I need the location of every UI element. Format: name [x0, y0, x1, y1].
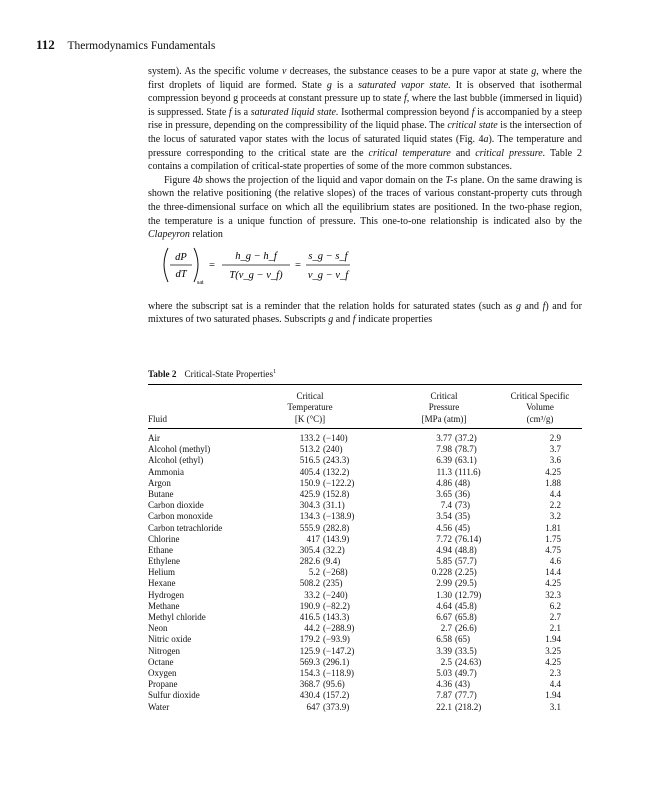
cell-pressure-mpa: 3.39: [436, 645, 452, 656]
cell-fluid: Carbon monoxide: [148, 511, 213, 522]
cell-temp-c: (373.9): [323, 701, 350, 712]
table-row: [148, 444, 582, 455]
cell-temp-k: 508.2: [299, 578, 320, 589]
cell-pressure-mpa: 4.36: [436, 679, 452, 690]
cell-volume: 2.7: [549, 612, 561, 622]
table-row: [148, 489, 582, 500]
cell-pressure-atm: (73): [455, 500, 470, 511]
cell-volume: 1.88: [545, 477, 561, 488]
cell-fluid: Chlorine: [148, 533, 180, 544]
cell-temp-k: 416.5: [299, 612, 320, 622]
cell-pressure-mpa: 2.5: [440, 656, 452, 667]
cell-temp-c: (9.4): [323, 556, 341, 567]
table-body: [148, 433, 582, 713]
cell-pressure-mpa: 4.86: [436, 477, 452, 488]
cell-volume: 2.9: [549, 433, 561, 443]
cell-pressure-mpa: 5.85: [436, 556, 452, 567]
cell-temp-k: 154.3: [299, 667, 320, 678]
cell-fluid: Methane: [148, 600, 180, 611]
cell-pressure-atm: (49.7): [455, 667, 477, 678]
cell-volume: 2.3: [549, 667, 561, 678]
eq-lhs-den: dT: [175, 268, 187, 280]
table-row: [148, 590, 582, 601]
cell-fluid: Nitrogen: [148, 645, 180, 656]
cell-fluid: Ammonia: [148, 466, 184, 477]
cell-temp-k: 425.9: [299, 488, 320, 499]
table-title: Critical-State Properties: [184, 369, 274, 380]
table-row: [148, 500, 582, 511]
cell-pressure-mpa: 1.30: [436, 589, 452, 600]
cell-pressure-mpa: 6.39: [436, 455, 452, 466]
cell-volume: 2.2: [549, 500, 561, 511]
cell-temp-c: (−147.2): [323, 645, 355, 656]
cell-fluid: Helium: [148, 567, 175, 578]
cell-temp-c: (−82.2): [323, 600, 350, 611]
table-row: [148, 556, 582, 567]
cell-pressure-atm: (76.14): [455, 533, 482, 544]
table-row: [148, 467, 582, 478]
table-row: [148, 634, 582, 645]
cell-temp-c: (−93.9): [323, 634, 350, 645]
cell-temp-k: 33.2: [304, 589, 320, 600]
cell-pressure-atm: (12.79): [455, 589, 482, 600]
cell-temp-c: (−288.9): [323, 623, 355, 634]
header-volume: Critical Specific Volume (cm³/g): [510, 391, 570, 424]
cell-temp-c: (243.3): [323, 455, 350, 466]
cell-pressure-atm: (36): [455, 488, 470, 499]
paragraph-3: where the subscript sat is a reminder that the relation holds for saturated states (such as g and f) and for mixtures of two saturated phases. Subscripts g and f indicate properties: [148, 300, 582, 326]
cell-fluid: Methyl chloride: [148, 612, 206, 622]
cell-temp-c: (−122.2): [323, 477, 355, 488]
table-header: [148, 385, 582, 428]
table-caption: [148, 369, 276, 379]
cell-pressure-atm: (48): [455, 477, 470, 488]
cell-volume: 3.2: [549, 511, 561, 522]
cell-pressure-atm: (218.2): [455, 701, 482, 712]
cell-pressure-atm: (77.7): [455, 690, 477, 701]
page-header: [36, 37, 215, 53]
table-row: [148, 534, 582, 545]
cell-pressure-mpa: 3.54: [436, 511, 452, 522]
cell-temp-k: 555.9: [299, 522, 320, 533]
cell-volume: 3.6: [549, 455, 561, 466]
header-temperature: Critical Temperature [K (°C)]: [287, 391, 333, 424]
table-row: [148, 679, 582, 690]
cell-fluid: Water: [148, 701, 170, 712]
cell-pressure-atm: (2.25): [455, 567, 477, 578]
cell-pressure-atm: (111.6): [455, 466, 481, 477]
table-row: [148, 511, 582, 522]
cell-pressure-mpa: 5.03: [436, 667, 452, 678]
cell-fluid: Octane: [148, 656, 174, 667]
eq-lhs-sub: sat: [197, 279, 204, 286]
cell-pressure-mpa: 4.56: [436, 522, 452, 533]
cell-pressure-atm: (45.8): [455, 600, 477, 611]
eq-equals-1: =: [209, 259, 215, 271]
table-row: [148, 690, 582, 701]
cell-temp-c: (−118.9): [323, 667, 354, 678]
table-row: [148, 478, 582, 489]
eq-mid-den: T(v_g − v_f): [229, 269, 283, 281]
cell-volume: 1.75: [545, 533, 561, 544]
cell-pressure-mpa: 7.4: [440, 500, 452, 511]
cell-fluid: Carbon dioxide: [148, 500, 204, 511]
cell-temp-k: 647: [306, 701, 320, 712]
cell-fluid: Ethane: [148, 544, 173, 555]
eq-mid-num: h_g − h_f: [235, 250, 277, 262]
cell-fluid: Sulfur dioxide: [148, 690, 200, 701]
cell-temp-c: (240): [323, 444, 343, 455]
cell-temp-k: 133.2: [299, 433, 320, 443]
paragraph-2: Figure 4b shows the projection of the liquid and vapor domain on the T-s plane. On the same drawing is shown the relative positioning (the relative slopes) of the traces of various constant-property cuts through the three-dimensional surface on which all the equilibrium states are positioned. In the two-phase region, the temperature is a unique function of pressure. This one-to-one relationship is indicated also by the Clapeyron relation: [148, 174, 582, 241]
cell-volume: 1.94: [545, 634, 561, 645]
cell-pressure-mpa: 7.72: [436, 533, 452, 544]
cell-pressure-mpa: 11.3: [436, 466, 452, 477]
cell-volume: 2.1: [549, 623, 561, 634]
cell-pressure-atm: (65.8): [455, 612, 477, 622]
table-row: [148, 545, 582, 556]
clapeyron-equation: [148, 242, 582, 300]
cell-temp-k: 190.9: [299, 600, 320, 611]
cell-temp-c: (−140): [323, 433, 348, 443]
cell-volume: 3.1: [549, 701, 561, 712]
cell-pressure-atm: (65): [455, 634, 470, 645]
cell-temp-c: (32.2): [323, 544, 345, 555]
cell-volume: 14.4: [545, 567, 561, 578]
cell-pressure-mpa: 0.228: [431, 567, 452, 578]
table-row: [148, 623, 582, 634]
cell-volume: 4.75: [545, 544, 561, 555]
cell-temp-k: 5.2: [308, 567, 320, 578]
table-row: [148, 702, 582, 713]
cell-temp-c: (132.2): [323, 466, 350, 477]
cell-temp-k: 179.2: [299, 634, 320, 645]
page-number: 112: [36, 37, 55, 52]
cell-temp-k: 134.3: [299, 511, 320, 522]
table-row: [148, 601, 582, 612]
table-row: [148, 523, 582, 534]
cell-pressure-atm: (78.7): [455, 444, 477, 455]
cell-temp-c: (−268): [323, 567, 348, 578]
cell-fluid: Air: [148, 433, 160, 443]
cell-fluid: Propane: [148, 679, 178, 690]
running-title: Thermodynamics Fundamentals: [67, 40, 216, 52]
cell-volume: 4.6: [549, 556, 561, 567]
cell-temp-k: 150.9: [299, 477, 320, 488]
table-row: [148, 567, 582, 578]
table-row: [148, 455, 582, 466]
cell-pressure-atm: (57.7): [455, 556, 477, 567]
cell-volume: 4.25: [545, 466, 561, 477]
eq-lhs-num: dP: [175, 251, 187, 263]
cell-fluid: Carbon tetrachloride: [148, 522, 223, 533]
cell-pressure-atm: (33.5): [455, 645, 477, 656]
cell-pressure-atm: (29.5): [455, 578, 477, 589]
cell-temp-k: 125.9: [299, 645, 320, 656]
cell-temp-c: (143.3): [323, 612, 350, 622]
cell-temp-k: 405.4: [299, 466, 320, 477]
cell-pressure-atm: (45): [455, 522, 470, 533]
cell-pressure-atm: (24.63): [455, 656, 482, 667]
body-text: [148, 65, 582, 327]
header-pressure: Critical Pressure [MPa (atm)]: [421, 391, 467, 424]
cell-pressure-mpa: 2.99: [436, 578, 452, 589]
cell-volume: 4.25: [545, 578, 561, 589]
cell-volume: 4.4: [549, 488, 561, 499]
eq-rhs-num: s_g − s_f: [308, 250, 348, 262]
right-paren: [194, 248, 198, 282]
cell-pressure-atm: (43): [455, 679, 470, 690]
cell-volume: 3.7: [549, 444, 561, 455]
cell-pressure-mpa: 3.77: [436, 433, 452, 443]
cell-fluid: Hydrogen: [148, 589, 184, 600]
cell-fluid: Alcohol (ethyl): [148, 455, 204, 466]
cell-temp-c: (282.8): [323, 522, 350, 533]
cell-pressure-mpa: 4.64: [436, 600, 452, 611]
cell-fluid: Nitric oxide: [148, 634, 192, 645]
cell-temp-c: (143.9): [323, 533, 350, 544]
cell-pressure-mpa: 7.98: [436, 444, 452, 455]
cell-fluid: Hexane: [148, 578, 176, 589]
cell-pressure-atm: (35): [455, 511, 470, 522]
cell-temp-k: 513.2: [299, 444, 320, 455]
cell-temp-k: 44.2: [304, 623, 320, 634]
cell-temp-k: 282.6: [299, 556, 320, 567]
cell-pressure-mpa: 22.1: [436, 701, 452, 712]
table-footnote-mark: 1: [273, 369, 277, 375]
cell-temp-k: 368.7: [299, 679, 320, 690]
header-fluid: Fluid: [148, 414, 168, 424]
cell-temp-c: (−240): [323, 589, 348, 600]
cell-temp-k: 569.3: [299, 656, 320, 667]
cell-volume: 6.2: [549, 600, 561, 611]
cell-pressure-mpa: 2.7: [440, 623, 452, 634]
cell-fluid: Ethylene: [148, 556, 180, 567]
cell-fluid: Neon: [148, 623, 168, 634]
cell-volume: 4.4: [549, 679, 561, 690]
cell-fluid: Oxygen: [148, 667, 177, 678]
cell-pressure-mpa: 6.67: [436, 612, 452, 622]
table-row: [148, 578, 582, 589]
critical-properties-table: [148, 384, 582, 713]
cell-volume: 3.25: [545, 645, 561, 656]
table-row: [148, 657, 582, 668]
table-row: [148, 646, 582, 657]
cell-volume: 1.94: [545, 690, 561, 701]
cell-temp-c: (296.1): [323, 656, 350, 667]
cell-volume: 32.3: [545, 589, 561, 600]
cell-temp-c: (95.6): [323, 679, 345, 690]
cell-temp-c: (152.8): [323, 488, 350, 499]
cell-temp-k: 417: [306, 533, 320, 544]
table-row: [148, 433, 582, 444]
cell-fluid: Alcohol (methyl): [148, 444, 211, 455]
cell-fluid: Butane: [148, 488, 174, 499]
cell-pressure-mpa: 4.94: [436, 544, 452, 555]
left-paren: [164, 248, 168, 282]
cell-pressure-atm: (26.6): [455, 623, 477, 634]
cell-temp-c: (−138.9): [323, 511, 355, 522]
cell-pressure-mpa: 3.65: [436, 488, 452, 499]
table-row: [148, 668, 582, 679]
cell-temp-k: 430.4: [299, 690, 320, 701]
paragraph-1: system). As the specific volume v decreases, the substance ceases to be a pure vapor at state g, where the first droplets of liquid are formed. State g is a saturated vapor state. It is observed that isothermal compression beyond g proceeds at constant pressure up to state f, where the last bubble (immersed in liquid) is suppressed. State f is a saturated liquid state. Isothermal compression beyond f is accompanied by a steep rise in pressure, depending on the compressibility of the liquid phase. The critical state is the intersection of the locus of saturated vapor states with the locus of saturated liquid states (Fig. 4a). The temperature and pressure corresponding to the critical state are the critical temperature and critical pressure. Table 2 contains a compilation of critical-state properties of some of the more common substances.: [148, 66, 583, 173]
table-label: Table 2: [148, 369, 177, 380]
cell-temp-k: 516.5: [299, 455, 320, 466]
cell-temp-k: 304.3: [299, 500, 320, 511]
cell-fluid: Argon: [148, 477, 171, 488]
cell-pressure-atm: (63.1): [455, 455, 477, 466]
cell-volume: 1.81: [545, 522, 561, 533]
cell-volume: 4.25: [545, 656, 561, 667]
cell-pressure-mpa: 7.87: [436, 690, 452, 701]
cell-pressure-atm: (48.8): [455, 544, 477, 555]
table-header-rule: [148, 428, 582, 429]
eq-rhs-den: v_g − v_f: [307, 269, 349, 281]
cell-temp-c: (157.2): [323, 690, 350, 701]
table-row: [148, 612, 582, 623]
cell-temp-c: (31.1): [323, 500, 345, 511]
cell-temp-k: 305.4: [299, 544, 320, 555]
cell-temp-c: (235): [323, 578, 343, 589]
cell-pressure-mpa: 6.58: [436, 634, 452, 645]
eq-equals-2: =: [295, 259, 301, 271]
cell-pressure-atm: (37.2): [455, 433, 477, 443]
